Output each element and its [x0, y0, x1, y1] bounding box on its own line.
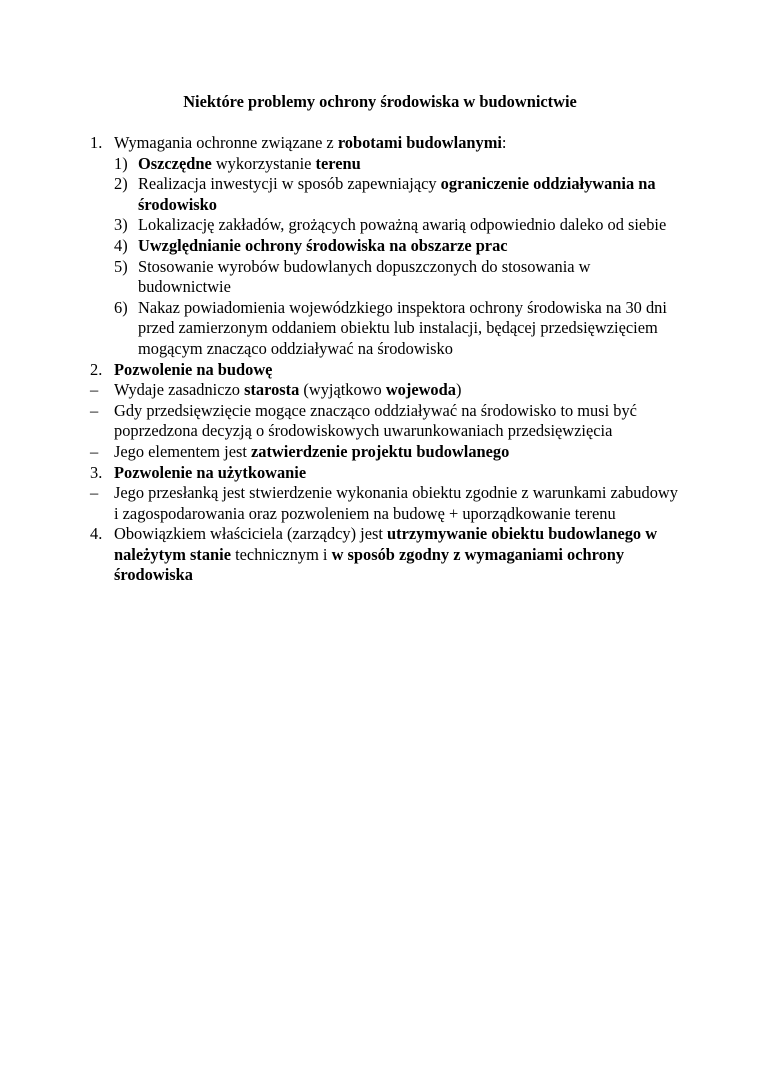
item-text — [138, 257, 591, 297]
list-marker: – — [90, 441, 99, 461]
text-run: : — [501, 133, 507, 152]
bold-text: ograniczenie oddziaływania na środowisko — [138, 174, 656, 214]
numbered-item — [90, 133, 680, 154]
bold-text: Pozwolenie na użytkowanie — [114, 462, 307, 482]
bold-text: starosta — [244, 380, 300, 400]
page-title: Niektóre problemy ochrony środowiska w budownictwie — [183, 92, 577, 111]
list-marker: 6) — [114, 297, 128, 317]
list-marker: – — [90, 400, 99, 420]
sub-item — [90, 174, 680, 215]
numbered-item — [90, 463, 680, 484]
list-marker: 3) — [114, 215, 128, 235]
item-text — [114, 483, 678, 523]
item-text — [114, 401, 637, 441]
list-marker: 5) — [114, 256, 128, 276]
item-text — [138, 154, 361, 173]
text-run: Nakaz powiadomienia wojewódzkiego inspektora ochrony środowiska na 30 dni przed zamierzonym oddaniem obiektu lub instalacji, będącej przedsięwzięciem mogącym znacząco oddziaływać na środowisko — [138, 297, 667, 358]
text-run: Lokalizację zakładów, grożących poważną awarią odpowiednio daleko od siebie — [138, 215, 667, 235]
item-text — [114, 133, 506, 152]
item-text — [114, 524, 657, 584]
bold-text: Pozwolenie na budowę — [114, 359, 273, 379]
text-run: Obowiązkiem właściciela (zarządcy) jest — [114, 524, 388, 544]
text-run: technicznym i — [231, 544, 332, 564]
item-text — [114, 463, 306, 482]
bold-text: w sposób zgodny z wymaganiami ochrony środowiska — [114, 544, 625, 585]
list-marker: – — [90, 483, 99, 503]
item-text — [114, 360, 272, 379]
list-marker: 2. — [90, 359, 103, 379]
text-run: wykorzystanie — [211, 153, 316, 173]
list-marker: 4) — [114, 235, 128, 255]
bold-text: Oszczędne — [138, 153, 212, 173]
document-body — [90, 133, 680, 586]
list-marker: 2) — [114, 174, 128, 194]
text-run: Jego przesłanką jest stwierdzenie wykonania obiektu zgodnie z warunkami zabudowy i zagospodarowania oraz pozwoleniem na budowę + uporządkowanie terenu — [114, 483, 678, 523]
item-text — [114, 380, 461, 399]
bold-text: terenu — [315, 153, 361, 173]
bold-text: utrzymywanie obiektu budowlanego w należytym stanie — [114, 524, 658, 564]
dash-item — [90, 483, 680, 524]
list-marker: 1. — [90, 133, 103, 152]
text-run: ) — [455, 380, 462, 400]
text-run: Realizacja inwestycji w sposób zapewniający — [138, 174, 441, 194]
sub-item — [90, 154, 680, 175]
bold-text: Uwzględnianie ochrony środowiska na obszarze prac — [138, 235, 508, 255]
sub-item — [90, 215, 680, 236]
sub-item — [90, 236, 680, 257]
sub-item — [90, 298, 680, 360]
bold-text: robotami budowlanymi — [337, 133, 502, 152]
bold-text: wojewoda — [385, 380, 456, 400]
bold-text: zatwierdzenie projektu budowlanego — [251, 441, 510, 461]
text-run: Stosowanie wyrobów budowlanych dopuszczonych do stosowania w budownictwie — [138, 256, 591, 297]
numbered-item — [90, 360, 680, 381]
item-text — [138, 174, 656, 214]
text-run: Wymagania ochronne związane z — [114, 133, 338, 152]
list-marker: 3. — [90, 462, 103, 482]
text-run: (wyjątkowo — [299, 380, 386, 400]
list-marker: 1) — [114, 153, 128, 173]
dash-item — [90, 401, 680, 442]
list-marker: 4. — [90, 524, 103, 544]
text-run: Gdy przedsięwzięcie mogące znacząco oddziaływać na środowisko to musi być poprzedzona decyzją o środowiskowych uwarunkowaniach przedsięwzięcia — [114, 400, 637, 441]
sub-item — [90, 257, 680, 298]
dash-item — [90, 380, 680, 401]
item-text — [138, 215, 666, 234]
item-text — [114, 442, 509, 461]
item-text — [138, 236, 508, 255]
text-run: Wydaje zasadniczo — [114, 380, 245, 400]
numbered-item — [90, 524, 680, 586]
list-marker: – — [90, 380, 99, 400]
item-text — [138, 298, 667, 358]
dash-item — [90, 442, 680, 463]
text-run: Jego elementem jest — [114, 441, 251, 461]
